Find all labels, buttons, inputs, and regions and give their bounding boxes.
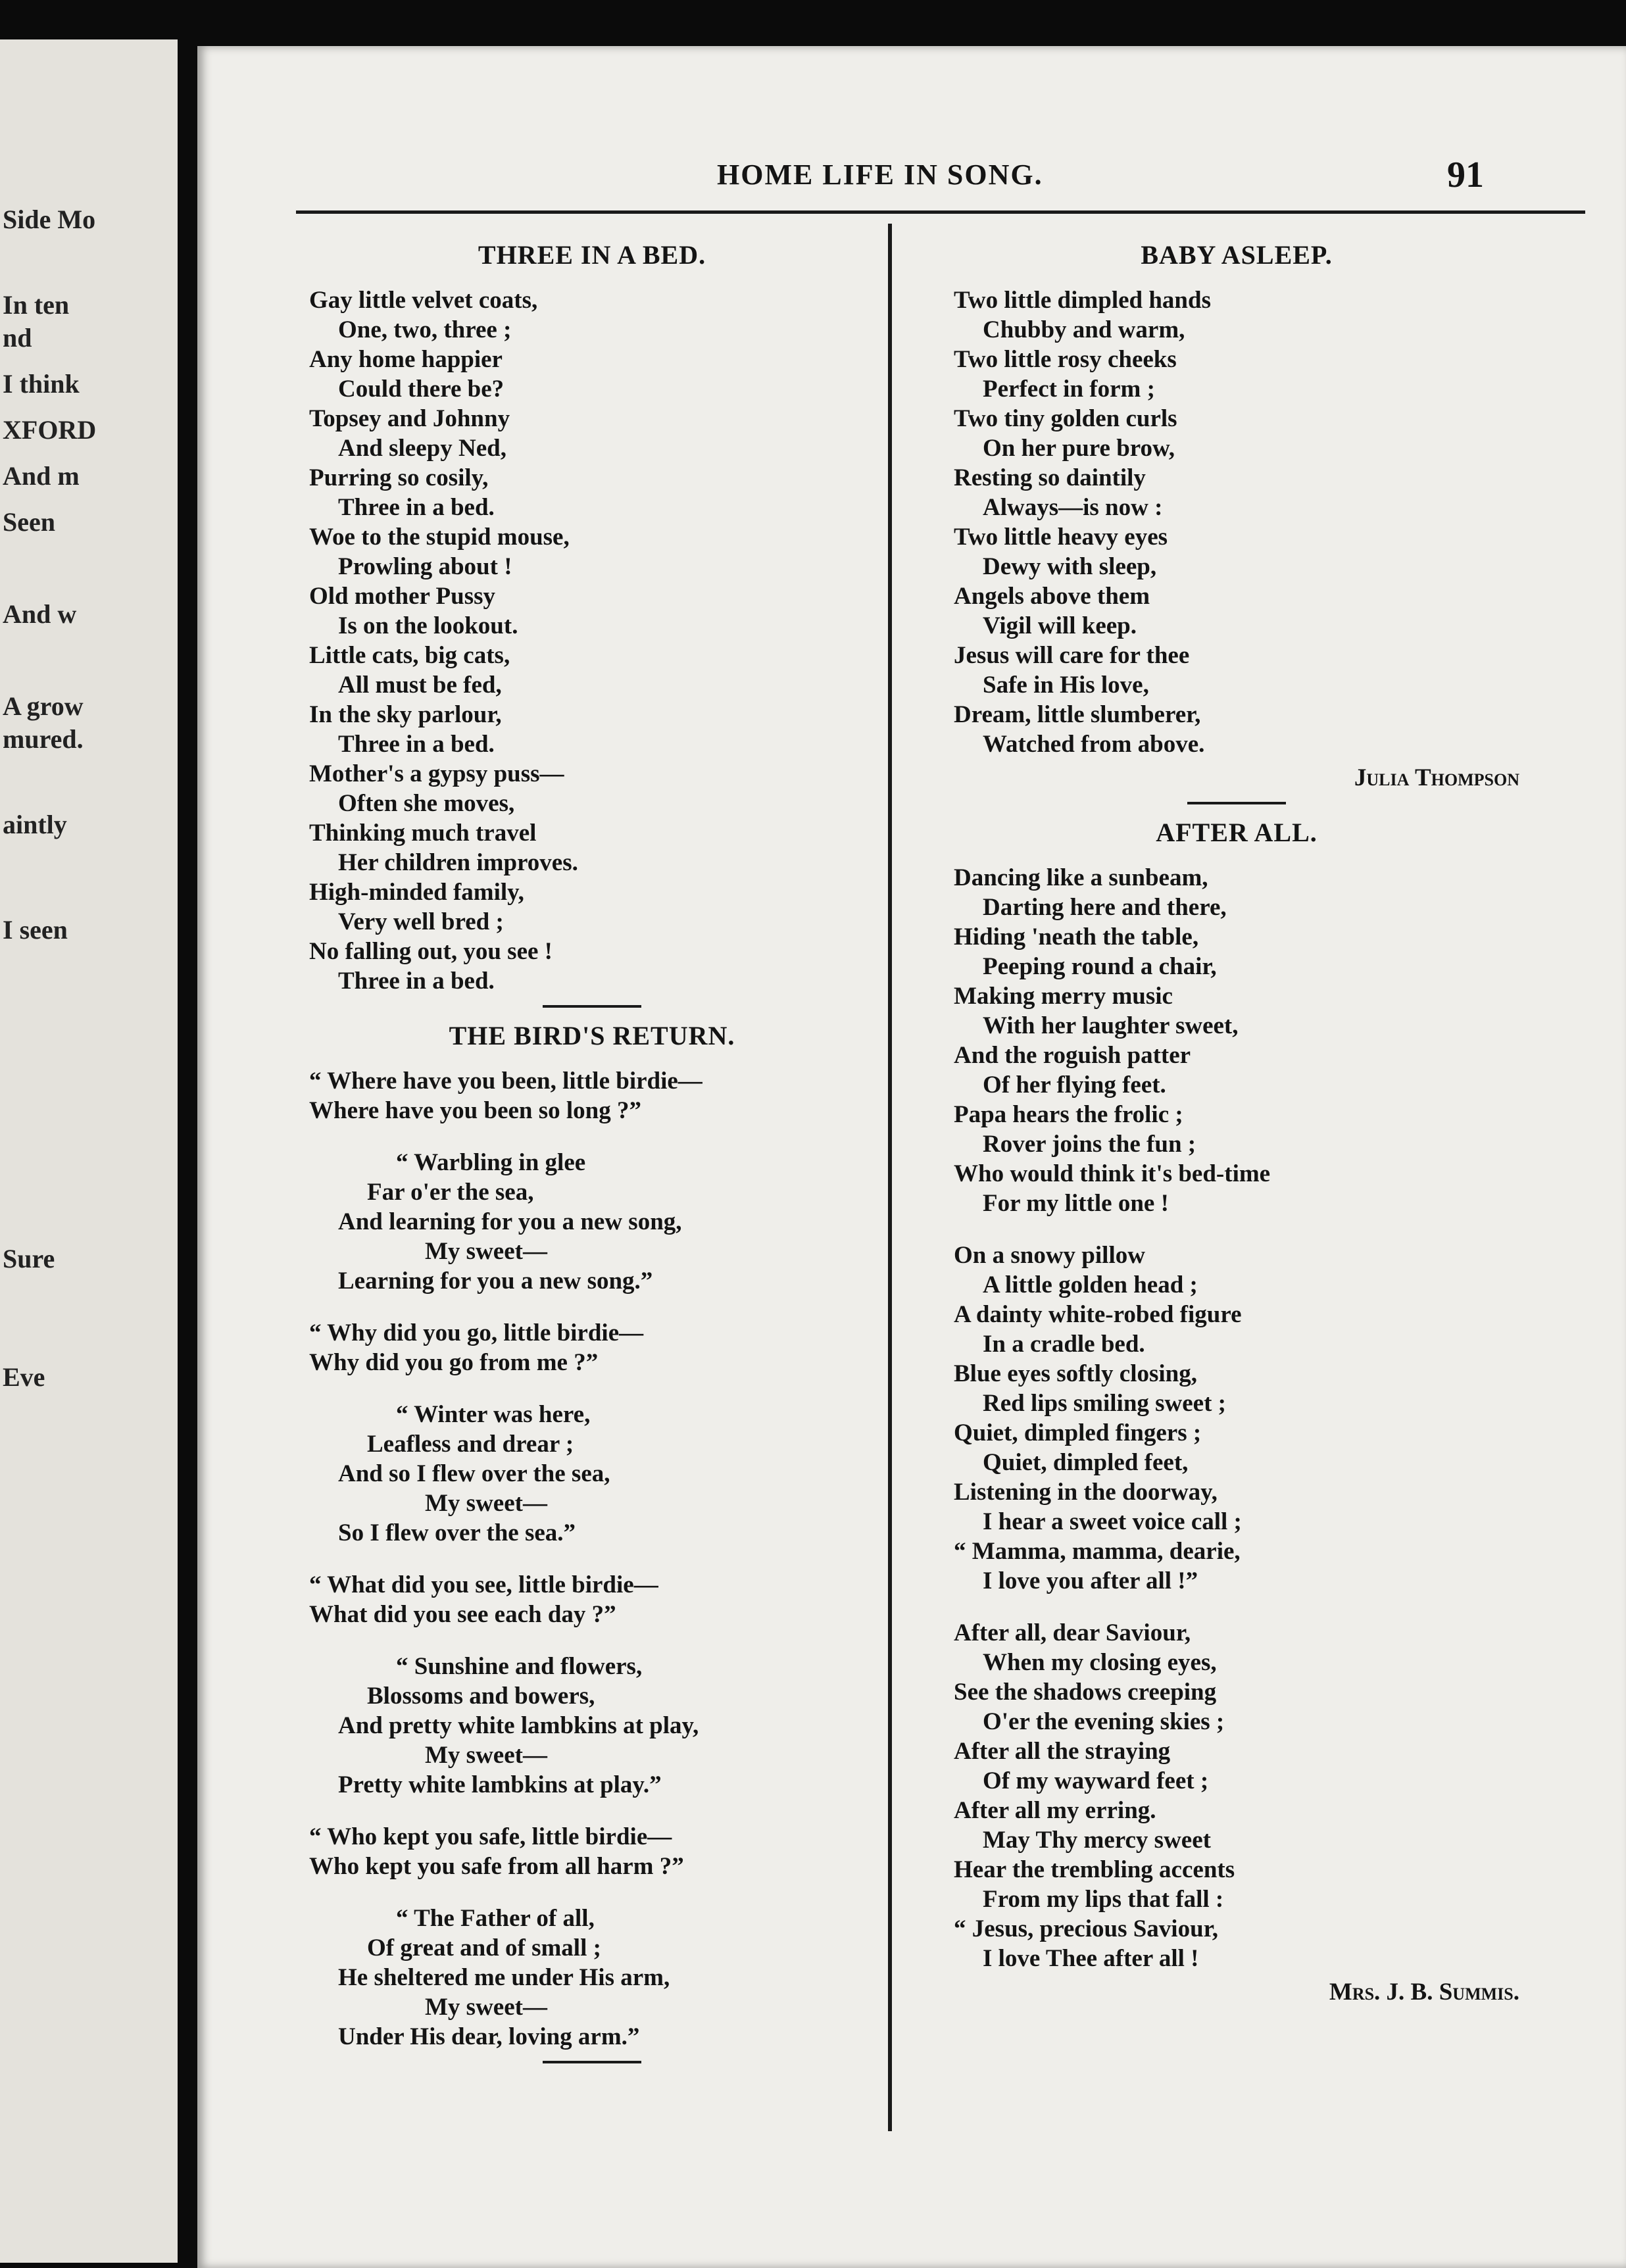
poem-line: After all my erring. <box>954 1797 1156 1824</box>
column-divider <box>888 224 892 2131</box>
margin-fragment: aintly <box>3 810 67 839</box>
poem-line: My sweet— <box>425 1490 547 1517</box>
margin-fragment: nd <box>3 323 32 353</box>
poem-line: Under His dear, loving arm.” <box>338 2023 640 2050</box>
poem-three-in-a-bed <box>309 240 875 996</box>
section-rule <box>1187 802 1286 804</box>
poem-line: Far o'er the sea, <box>367 1179 534 1206</box>
poem-baby-asleep <box>954 240 1519 793</box>
poem-line: Leafless and drear ; <box>367 1431 574 1458</box>
poem-line: Learning for you a new song.” <box>338 1268 653 1294</box>
author-credit: Julia Thompson <box>1354 764 1519 791</box>
margin-fragment: In ten <box>3 290 70 320</box>
poem-line: From my lips that fall : <box>983 1886 1224 1913</box>
poem-line: Could there be? <box>338 376 505 403</box>
poem-title: THE BIRD'S RETURN. <box>449 1021 735 1050</box>
adjacent-page-edge <box>0 39 178 2263</box>
poem-line: Dancing like a sunbeam, <box>954 864 1208 891</box>
poem-body <box>954 285 1519 759</box>
poem-line: Listening in the doorway, <box>954 1479 1218 1506</box>
poem-line: “ Why did you go, little birdie— <box>309 1319 644 1346</box>
poem-line: “ Warbling in glee <box>396 1149 586 1176</box>
stanza-gap <box>309 1129 875 1148</box>
poem-line: My sweet— <box>425 1994 547 2021</box>
stanza-gap <box>954 1222 1519 1241</box>
poem-line: Prowling about ! <box>338 553 512 580</box>
margin-fragment: I seen <box>3 915 68 945</box>
poem-line: Angels above them <box>954 583 1150 610</box>
poem-line: Rover joins the fun ; <box>983 1131 1196 1158</box>
poem-line: “ Mamma, mamma, dearie, <box>954 1538 1241 1565</box>
poem-line: One, two, three ; <box>338 316 512 343</box>
poem-line: After all, dear Saviour, <box>954 1619 1191 1646</box>
poem-line: Where have you been so long ?” <box>309 1097 642 1124</box>
poem-line: Watched from above. <box>983 731 1205 758</box>
poem-line: Darting here and there, <box>983 894 1227 921</box>
stanza-gap <box>309 1552 875 1570</box>
stanza-gap <box>309 1300 875 1318</box>
poem-line: “ Who kept you safe, little birdie— <box>309 1823 672 1850</box>
poem-line: Three in a bed. <box>338 731 495 758</box>
poem-line: Why did you go from me ?” <box>309 1349 599 1376</box>
poem-line: See the shadows creeping <box>954 1679 1217 1706</box>
left-column <box>309 234 875 2077</box>
stanza-gap <box>309 1633 875 1652</box>
poem-line: Three in a bed. <box>338 494 495 521</box>
poem-line: Resting so daintily <box>954 464 1146 491</box>
stanza <box>309 1066 875 1125</box>
poem-line: Three in a bed. <box>338 968 495 995</box>
stanza <box>309 1148 875 1296</box>
stanza <box>309 1904 875 2052</box>
poem-line: Mother's a gypsy puss— <box>309 760 564 787</box>
poem-line: “ Jesus, precious Saviour, <box>954 1915 1218 1942</box>
poem-line: Of her flying feet. <box>983 1072 1166 1098</box>
poem-line: Blossoms and bowers, <box>367 1683 595 1710</box>
margin-fragment: mured. <box>3 724 84 754</box>
poem-line: A dainty white-robed figure <box>954 1301 1242 1328</box>
poem-line: I love Thee after all ! <box>983 1945 1199 1972</box>
poem-line: And sleepy Ned, <box>338 435 506 462</box>
margin-fragment: And m <box>3 461 80 491</box>
poem-line: Very well bred ; <box>338 908 504 935</box>
poem-line: Who would think it's bed-time <box>954 1160 1271 1187</box>
poem-line: With her laughter sweet, <box>983 1012 1239 1039</box>
poem-body <box>954 863 1519 1973</box>
poem-line: Making merry music <box>954 983 1173 1010</box>
poem-line: Thinking much travel <box>309 820 537 847</box>
poem-title: THREE IN A BED. <box>478 240 706 270</box>
poem-line: When my closing eyes, <box>983 1649 1217 1676</box>
poem-line: Purring so cosily, <box>309 464 489 491</box>
poem-line: Perfect in form ; <box>983 376 1155 403</box>
section-rule <box>543 1005 641 1008</box>
poem-line: O'er the evening skies ; <box>983 1708 1225 1735</box>
poem-line: All must be fed, <box>338 672 502 699</box>
poem-line: Two little dimpled hands <box>954 287 1211 314</box>
margin-fragment: Seen <box>3 507 55 537</box>
poem-line: On a snowy pillow <box>954 1242 1145 1269</box>
poem-line: A little golden head ; <box>983 1271 1198 1298</box>
poem-line: Always—is now : <box>983 494 1163 521</box>
poem-body <box>309 1066 875 2052</box>
running-title: HOME LIFE IN SONG. <box>717 159 1043 191</box>
poem-line: Old mother Pussy <box>309 583 496 610</box>
margin-fragment: Side Mo <box>3 205 96 234</box>
poem-line: On her pure brow, <box>983 435 1175 462</box>
right-column <box>954 234 1519 2007</box>
poem-line: Dewy with sleep, <box>983 553 1157 580</box>
poem-title: AFTER ALL. <box>1156 818 1318 847</box>
poem-line: “ Sunshine and flowers, <box>396 1653 643 1680</box>
stanza-gap <box>309 1381 875 1400</box>
poem-line: What did you see each day ?” <box>309 1601 616 1628</box>
section-rule <box>543 2061 641 2063</box>
poem-line: I love you after all !” <box>983 1567 1198 1594</box>
stanza <box>309 1318 875 1377</box>
poem-line: “ What did you see, little birdie— <box>309 1571 658 1598</box>
poem-line: “ Where have you been, little birdie— <box>309 1068 702 1095</box>
poem-line: Topsey and Johnny <box>309 405 510 432</box>
poem-line: Hear the trembling accents <box>954 1856 1235 1883</box>
poem-line: Gay little velvet coats, <box>309 287 538 314</box>
poem-line: Jesus will care for thee <box>954 642 1190 669</box>
poem-line: Hiding 'neath the table, <box>954 924 1199 950</box>
poem-line: Woe to the stupid mouse, <box>309 524 570 551</box>
poem-line: I hear a sweet voice call ; <box>983 1508 1242 1535</box>
stanza <box>309 1400 875 1548</box>
poem-line: No falling out, you see ! <box>309 938 553 965</box>
poem-line: Two little rosy cheeks <box>954 346 1177 373</box>
poem-line: Vigil will keep. <box>983 612 1137 639</box>
stanza <box>954 863 1519 1218</box>
margin-fragment: Sure <box>3 1244 55 1273</box>
poem-line: My sweet— <box>425 1742 547 1769</box>
poem-birds-return <box>309 1021 875 2052</box>
poem-title: BABY ASLEEP. <box>1141 240 1333 270</box>
poem-line: Red lips smiling sweet ; <box>983 1390 1226 1417</box>
stanza-gap <box>309 1885 875 1904</box>
poem-line: Peeping round a chair, <box>983 953 1217 980</box>
stanza <box>309 1822 875 1881</box>
margin-fragment: Eve <box>3 1362 45 1392</box>
poem-line: “ The Father of all, <box>396 1905 595 1932</box>
poem-line: High-minded family, <box>309 879 524 906</box>
poem-line: Blue eyes softly closing, <box>954 1360 1197 1387</box>
poem-line: Two tiny golden curls <box>954 405 1177 432</box>
poem-line: May Thy mercy sweet <box>983 1827 1211 1854</box>
poem-line: Papa hears the frolic ; <box>954 1101 1183 1128</box>
poem-line: Pretty white lambkins at play.” <box>338 1771 662 1798</box>
poem-line: “ Winter was here, <box>396 1401 591 1428</box>
poem-line: In a cradle bed. <box>983 1331 1145 1358</box>
page-number: 91 <box>1447 155 1484 195</box>
poem-line: Dream, little slumberer, <box>954 701 1201 728</box>
poem-line: My sweet— <box>425 1238 547 1265</box>
running-header <box>197 155 1626 210</box>
margin-fragment: XFORD <box>3 415 97 445</box>
poem-line: Any home happier <box>309 346 503 373</box>
poem-line: He sheltered me under His arm, <box>338 1964 670 1991</box>
poem-after-all <box>954 818 1519 2007</box>
poem-line: Who kept you safe from all harm ?” <box>309 1853 684 1880</box>
poem-line: Often she moves, <box>338 790 515 817</box>
poem-line: And the roguish patter <box>954 1042 1191 1069</box>
stanza <box>309 1570 875 1629</box>
poem-line: Quiet, dimpled fingers ; <box>954 1419 1202 1446</box>
poem-line: Little cats, big cats, <box>309 642 510 669</box>
header-rule <box>296 210 1585 214</box>
stanza <box>309 1652 875 1800</box>
poem-line: Safe in His love, <box>983 672 1149 699</box>
poem-line: Of great and of small ; <box>367 1935 601 1961</box>
poem-body <box>309 285 875 996</box>
stanza-gap <box>954 1600 1519 1618</box>
margin-fragment: I think <box>3 369 80 399</box>
author-credit: Mrs. J. B. Summis. <box>1329 1979 1519 2006</box>
margin-fragment: A grow <box>3 691 84 721</box>
stanza <box>954 1241 1519 1596</box>
stanza <box>954 1618 1519 1973</box>
poem-line: Quiet, dimpled feet, <box>983 1449 1189 1476</box>
poem-line: For my little one ! <box>983 1190 1169 1217</box>
poem-line: And so I flew over the sea, <box>338 1460 610 1487</box>
poem-line: After all the straying <box>954 1738 1171 1765</box>
stanza-gap <box>309 1804 875 1822</box>
poem-line: Of my wayward feet ; <box>983 1767 1209 1794</box>
poem-line: Two little heavy eyes <box>954 524 1168 551</box>
poem-line: And learning for you a new song, <box>338 1208 682 1235</box>
poem-line: So I flew over the sea.” <box>338 1519 576 1546</box>
poem-line: Chubby and warm, <box>983 316 1185 343</box>
poem-line: Is on the lookout. <box>338 612 518 639</box>
poem-line: And pretty white lambkins at play, <box>338 1712 699 1739</box>
page <box>197 46 1626 2268</box>
margin-fragment: And w <box>3 599 77 629</box>
poem-line: Her children improves. <box>338 849 578 876</box>
poem-line: In the sky parlour, <box>309 701 502 728</box>
